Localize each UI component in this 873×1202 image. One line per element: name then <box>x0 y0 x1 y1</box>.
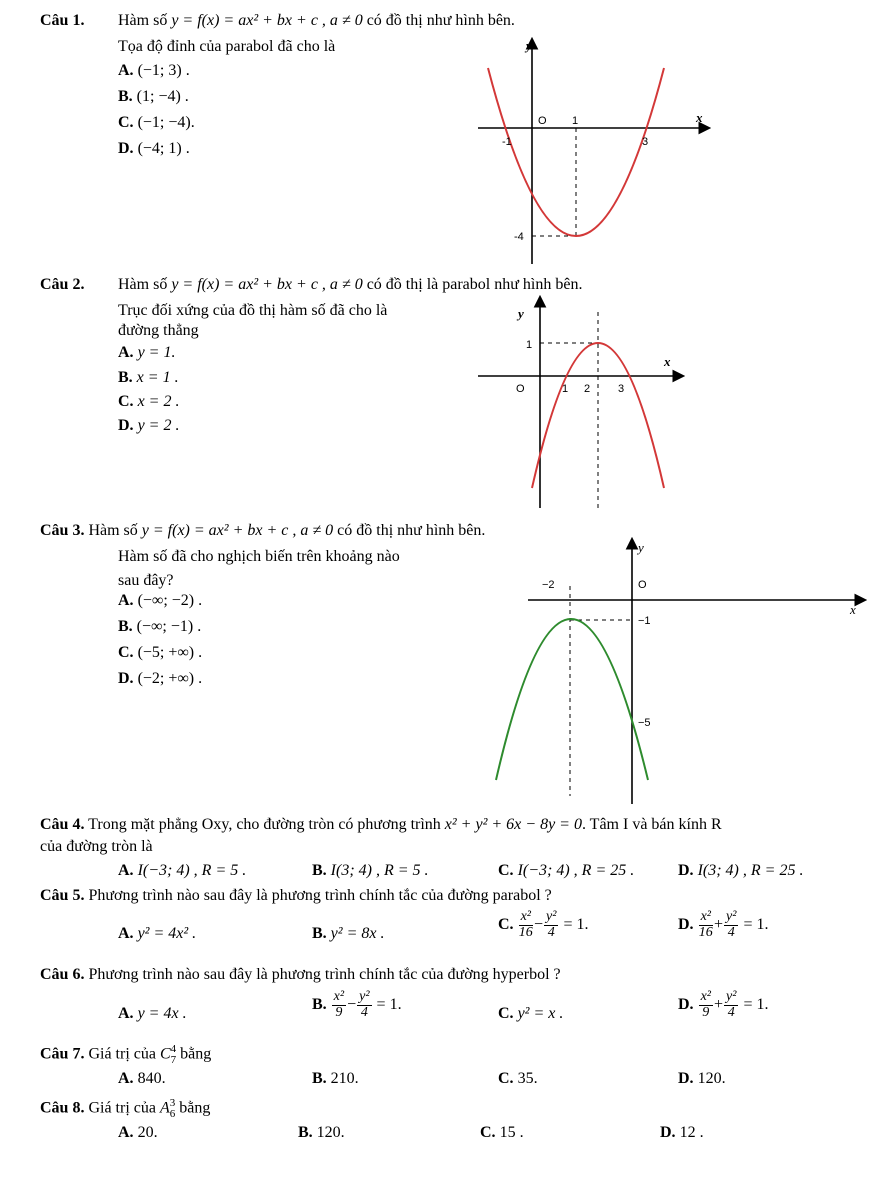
q3-stem: Câu 3. Hàm số y = f(x) = ax² + bx + c , a ≠ 0 có đồ thị như hình bên. <box>40 522 486 539</box>
q5-c-frac1: $\frac{\text{x²}}{16}$ <box>518 909 533 940</box>
q5-option-d[interactable]: D. $\frac{\text{x²}}{16}$ + $\frac{\text{y²}}{4}$ = 1. <box>678 909 769 940</box>
q6-option-b[interactable]: B. $\frac{\text{x²}}{9}$ − $\frac{\text{y²}}{4}$ = 1. <box>312 989 402 1020</box>
q7-option-d[interactable]: D. 120. <box>678 1070 726 1087</box>
q4-option-b[interactable]: B. I(3; 4) , R = 5 . <box>312 862 429 879</box>
q2-option-a[interactable]: A. y = 1. <box>118 344 176 361</box>
q3-graph <box>488 534 868 806</box>
q6-b-frac2: $\frac{\text{y²}}{4}$ <box>359 989 370 1020</box>
q4-option-d[interactable]: D. I(3; 4) , R = 25 . <box>678 862 804 879</box>
q1-tick-minus1: -1 <box>502 136 512 148</box>
q8-option-b[interactable]: B. 120. <box>298 1124 345 1141</box>
q1-x-label: x <box>696 110 703 125</box>
q6-d-frac1: $\frac{\text{x²}}{9}$ <box>700 989 711 1020</box>
q1-label: Câu 1. <box>40 12 85 29</box>
q2-tick-y1: 1 <box>526 339 533 351</box>
q2-question-line1: Trục đối xứng của đồ thị hàm số đã cho là <box>118 302 388 319</box>
q6-b-frac1: $\frac{\text{x²}}{9}$ <box>333 989 345 1020</box>
q5-option-b[interactable]: B. y² = 8x . <box>312 925 385 942</box>
q1-option-b[interactable]: B. (1; −4) . <box>118 88 189 105</box>
q1-graph <box>478 32 714 264</box>
q1-tick-3: 3 <box>642 136 649 148</box>
q7-stem: Câu 7. Giá trị của C 4 7 bằng <box>40 1043 212 1066</box>
q2-origin-label: O <box>516 383 525 395</box>
q2-tick-x2: 2 <box>584 383 591 395</box>
q4-option-c[interactable]: C. I(−3; 4) , R = 25 . <box>498 862 635 879</box>
q3-option-c[interactable]: C. (−5; +∞) . <box>118 644 203 661</box>
q6-option-c[interactable]: C. y² = x . <box>498 1005 564 1022</box>
q3-option-b[interactable]: B. (−∞; −1) . <box>118 618 202 635</box>
q2-question-line2: đường thẳng <box>118 322 199 339</box>
q8-option-d[interactable]: D. 12 . <box>660 1124 704 1141</box>
q2-y-label: y <box>518 306 524 321</box>
q2-option-c[interactable]: C. x = 2 . <box>118 393 180 410</box>
q6-option-a[interactable]: A. y = 4x . <box>118 1005 187 1022</box>
q2-graph <box>478 292 688 512</box>
q1-question: Tọa độ đỉnh của parabol đã cho là <box>118 38 336 55</box>
q3-x-label: x <box>850 602 856 617</box>
q1-stem: Hàm số y = f(x) = ax² + bx + c , a ≠ 0 có đồ thị như hình bên. <box>118 12 515 29</box>
q5-c-frac2: $\frac{\text{y²}}{4}$ <box>546 909 557 940</box>
q2-tick-x1: 1 <box>562 383 569 395</box>
q3-option-a[interactable]: A. (−∞; −2) . <box>118 592 203 609</box>
q3-y-label: y <box>638 540 644 555</box>
q2-tick-x3: 3 <box>618 383 625 395</box>
q5-option-a[interactable]: A. y² = 4x² . <box>118 925 197 942</box>
q1-option-d[interactable]: D. (−4; 1) . <box>118 140 190 157</box>
q3-tick-minus1: −1 <box>638 615 651 627</box>
q2-option-d[interactable]: D. y = 2 . <box>118 417 180 434</box>
q3-parabola <box>496 619 648 780</box>
q3-tick-minus2: −2 <box>542 579 555 591</box>
q7-option-b[interactable]: B. 210. <box>312 1070 359 1087</box>
q3-origin-label: O <box>638 579 647 591</box>
q2-stem: Hàm số y = f(x) = ax² + bx + c , a ≠ 0 có đồ thị là parabol như hình bên. <box>118 276 583 293</box>
q5-option-c[interactable]: C. $\frac{\text{x²}}{16}$ − $\frac{\text{y²}}{4}$ = 1. <box>498 909 589 940</box>
q7-option-c[interactable]: C. 35. <box>498 1070 538 1087</box>
q5-d-frac1: $\frac{\text{x²}}{16}$ <box>698 909 713 940</box>
q8-option-c[interactable]: C. 15 . <box>480 1124 524 1141</box>
q4-option-a[interactable]: A. I(−3; 4) , R = 5 . <box>118 862 247 879</box>
q1-option-a[interactable]: A. (−1; 3) . <box>118 62 190 79</box>
q6-d-frac2: $\frac{\text{y²}}{4}$ <box>726 989 737 1020</box>
q4-stem-line2: của đường tròn là <box>40 838 153 855</box>
q3-tick-minus5: −5 <box>638 717 651 729</box>
q2-label: Câu 2. <box>40 276 85 293</box>
q1-y-label: y <box>526 38 532 53</box>
q3-option-d[interactable]: D. (−2; +∞) . <box>118 670 203 687</box>
q1-origin-label: O <box>538 115 547 127</box>
q3-question-line2: sau đây? <box>118 572 174 589</box>
q7-option-a[interactable]: A. 840. <box>118 1070 166 1087</box>
q1-tick-minus4: -4 <box>514 231 524 243</box>
q2-option-b[interactable]: B. x = 1 . <box>118 369 179 386</box>
q8-stem: Câu 8. Giá trị của A 3 6 bằng <box>40 1097 211 1120</box>
q4-stem: Câu 4. Trong mặt phẳng Oxy, cho đường tròn có phương trình x² + y² + 6x − 8y = 0. Tâm I và bán kính R <box>40 816 722 833</box>
q5-d-frac2: $\frac{\text{y²}}{4}$ <box>726 909 737 940</box>
q8-option-a[interactable]: A. 20. <box>118 1124 158 1141</box>
q5-stem: Câu 5. Phương trình nào sau đây là phương trình chính tắc của đường parabol ? <box>40 887 552 904</box>
q6-option-d[interactable]: D. $\frac{\text{x²}}{9}$ + $\frac{\text{y²}}{4}$ = 1. <box>678 989 769 1020</box>
q1-tick-1: 1 <box>572 115 579 127</box>
q3-question-line1: Hàm số đã cho nghịch biến trên khoảng nào <box>118 548 400 565</box>
q6-stem: Câu 6. Phương trình nào sau đây là phương trình chính tắc của đường hyperbol ? <box>40 966 561 983</box>
q1-option-c[interactable]: C. (−1; −4). <box>118 114 195 131</box>
q2-x-label: x <box>664 354 671 369</box>
